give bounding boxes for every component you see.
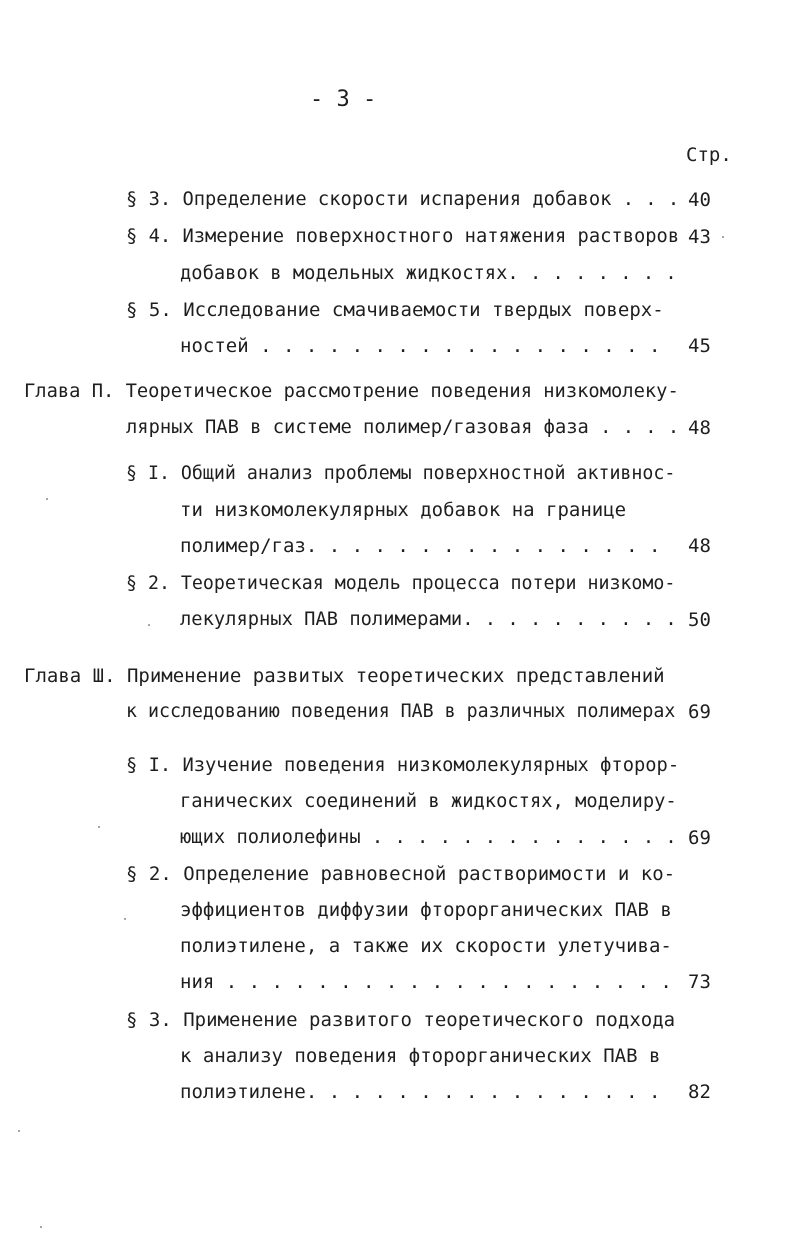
- toc-page-number: 82: [688, 1081, 711, 1103]
- toc-page-number: 73: [688, 971, 711, 993]
- toc-line: § 3. Определение скорости испарения добавок . . .: [126, 189, 680, 210]
- toc-chapter-line: Глава П. Теоретическое рассмотрение поведения низкомолеку-: [24, 381, 679, 402]
- toc-line: полиэтилене, а также их скорости улетучива-: [180, 935, 672, 957]
- toc-line: ностей . . . . . . . . . . . . . . . . . .: [180, 335, 661, 357]
- toc-line: ти низкомолекулярных добавок на границе: [180, 499, 627, 521]
- toc-line: к анализу поведения фторорганических ПАВ в: [180, 1045, 661, 1067]
- toc-line: добавок в модельных жидкостях. . . . . . . .: [180, 263, 677, 284]
- toc-page-number: 69: [688, 827, 711, 849]
- toc-page-number: 45: [688, 335, 711, 357]
- toc-page-number: 69: [688, 701, 711, 723]
- scan-speck: [40, 1226, 42, 1228]
- toc-chapter-line: к исследованию поведения ПАВ в различных полимерах: [126, 701, 676, 722]
- toc-line: ганических соединений в жидкостях, моделиру-: [180, 791, 677, 812]
- toc-page-number: 48: [688, 535, 711, 557]
- toc-line: § 2. Определение равновесной растворимости и ко-: [126, 863, 676, 885]
- scan-speck: [98, 826, 100, 828]
- scan-speck: [124, 918, 126, 920]
- toc-chapter-line: лярных ПАВ в системе полимер/газовая фаза . . . .: [126, 417, 680, 438]
- toc-line: § 3. Применение развитого теоретического подхода: [126, 1009, 676, 1031]
- toc-page-number: 50: [688, 609, 711, 631]
- toc-page-number: 43: [688, 226, 711, 248]
- page-number: - 3 -: [310, 87, 377, 112]
- toc-line: § I. Изучение поведения низкомолекулярных фторор-: [126, 755, 680, 776]
- toc-line: ния . . . . . . . . . . . . . . . . . . . .: [180, 971, 672, 993]
- toc-line: § I. Общий анализ проблемы поверхностной активнос-: [126, 463, 676, 484]
- toc-page-number: 48: [688, 417, 711, 439]
- scan-speck: [722, 236, 724, 238]
- scan-speck: [18, 1130, 20, 1132]
- page-column-header: Стр.: [686, 144, 732, 166]
- toc-line: эффициентов диффузии фторорганических ПАВ в: [180, 899, 672, 921]
- toc-line: § 5. Исследование смачиваемости твердых поверх-: [126, 299, 664, 321]
- scan-speck: [148, 624, 150, 626]
- toc-line: § 4. Измерение поверхностного натяжения растворов: [126, 226, 680, 247]
- toc-line: ющих полиолефины . . . . . . . . . . . . . .: [180, 827, 677, 848]
- toc-line: полимер/газ. . . . . . . . . . . . . . . .: [180, 535, 661, 557]
- scan-speck: [46, 498, 48, 500]
- toc-page-number: 40: [688, 189, 711, 211]
- toc-line: лекулярных ПАВ полимерами. . . . . . . . . .: [180, 609, 677, 630]
- toc-line: § 2. Теоретическая модель процесса потери низкомо-: [126, 573, 676, 594]
- toc-chapter-line: Глава Ш. Применение развитых теоретических представлений: [24, 665, 665, 687]
- toc-line: полиэтилене. . . . . . . . . . . . . . . .: [180, 1081, 661, 1103]
